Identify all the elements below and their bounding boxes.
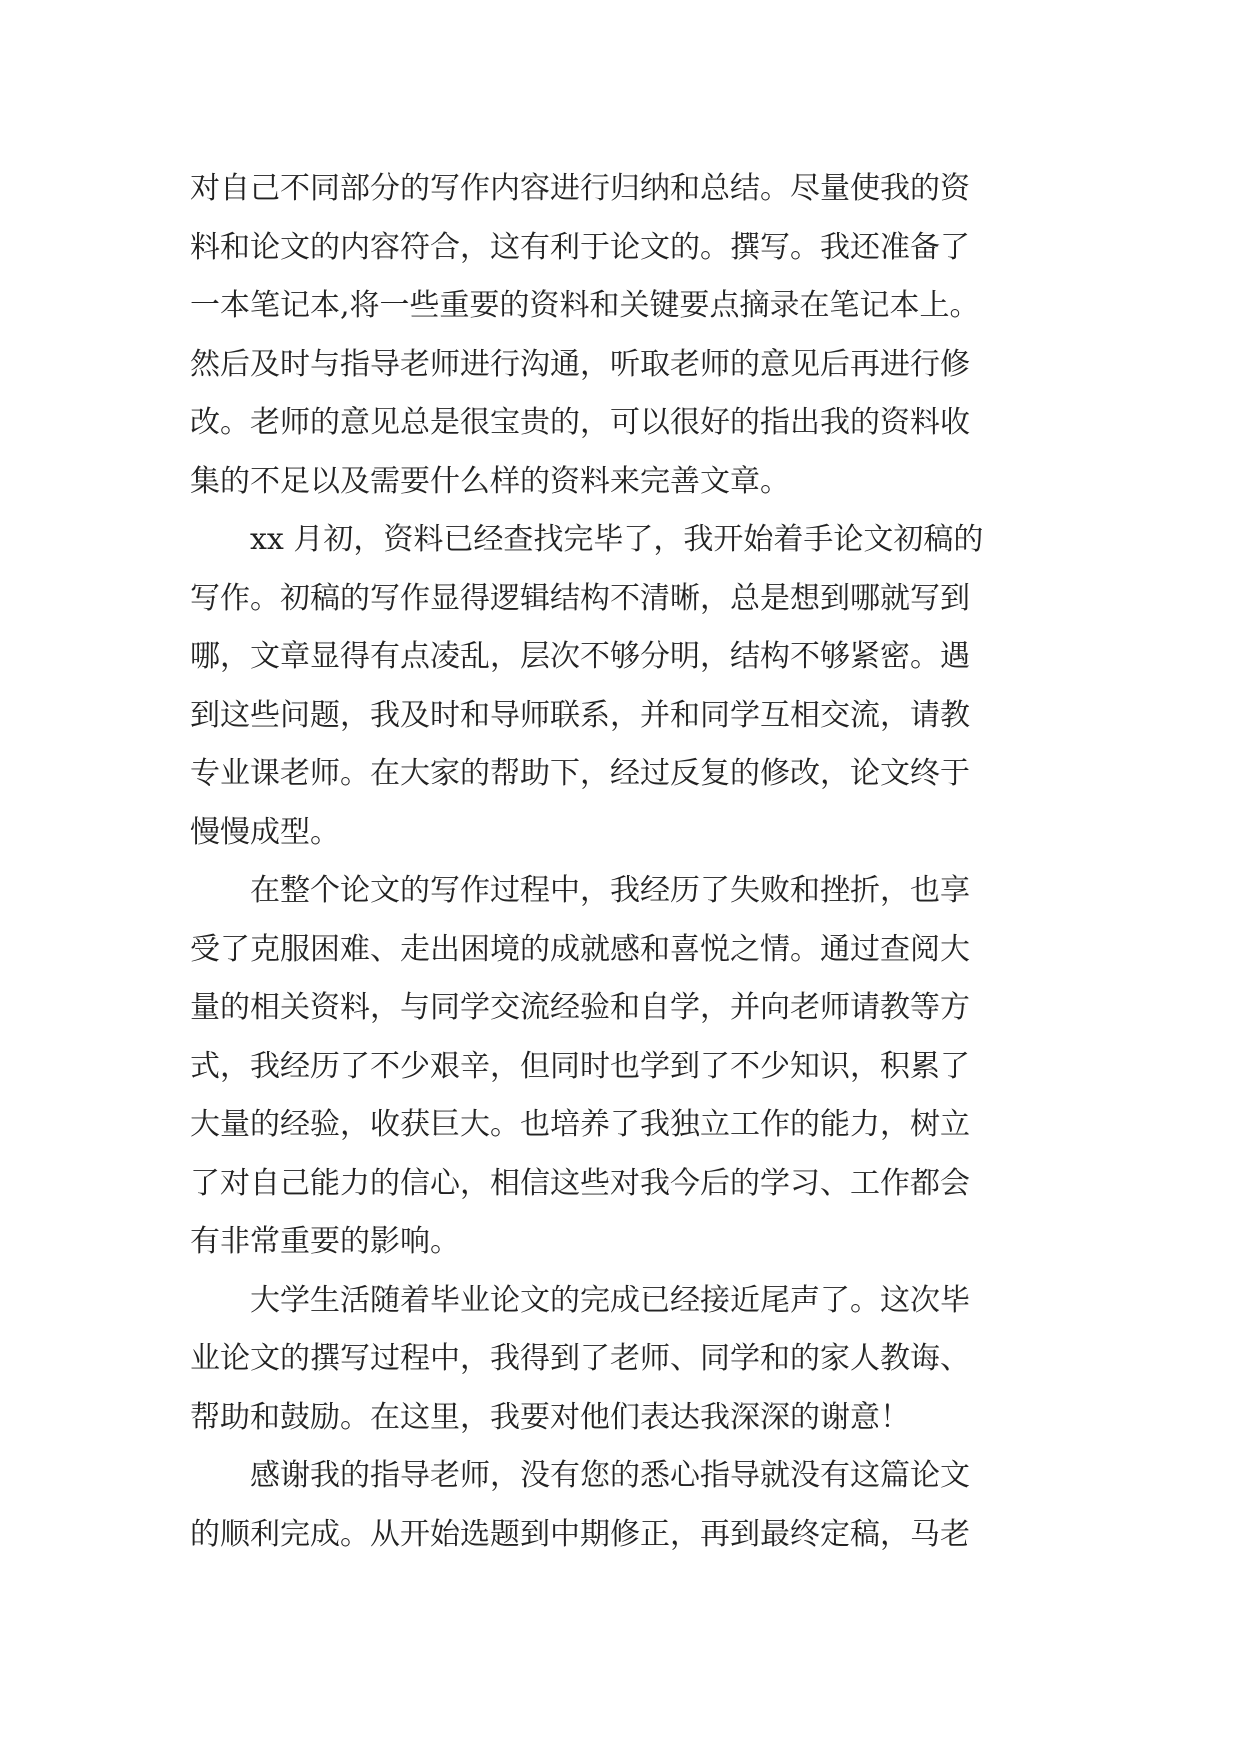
text-line: 集的不足以及需要什么样的资料来完善文章。: [190, 463, 790, 499]
text-line: 料和论文的内容符合，这有利于论文的。撰写。我还准备了: [190, 229, 970, 265]
text-line: 对自己不同部分的写作内容进行归纳和总结。尽量使我的资: [190, 171, 970, 206]
text-line: 量的相关资料，与同学交流经验和自学，并向老师请教等方: [190, 990, 970, 1025]
text-line: 到这些问题，我及时和导师联系，并和同学互相交流，请教: [190, 697, 970, 733]
text-line: 专业课老师。在大家的帮助下，经过反复的修改，论文终于: [190, 756, 970, 791]
paragraph-first-line: 大学生活随着毕业论文的完成已经接近尾声了。这次毕: [250, 1282, 970, 1318]
document-body: [190, 160, 1050, 1564]
text-line: 式，我经历了不少艰辛，但同时也学到了不少知识，积累了: [190, 1048, 970, 1084]
text-line: 改。老师的意见总是很宝贵的，可以很好的指出我的资料收: [190, 405, 970, 440]
text-line: 受了克服困难、走出困境的成就感和喜悦之情。通过查阅大: [190, 931, 970, 967]
paragraph-first-line: xx 月初，资料已经查找完毕了，我开始着手论文初稿的: [250, 522, 984, 557]
paragraph-first-line: 感谢我的指导老师，没有您的悉心指导就没有这篇论文: [250, 1458, 970, 1493]
text-line: 业论文的撰写过程中，我得到了老师、同学和的家人教诲、: [190, 1341, 970, 1376]
text-line: 了对自己能力的信心，相信这些对我今后的学习、工作都会: [190, 1165, 970, 1201]
paragraph-first-line: 在整个论文的写作过程中，我经历了失败和挫折，也享: [250, 873, 970, 908]
text-line: 哪，文章显得有点凌乱，层次不够分明，结构不够紧密。遇: [190, 639, 970, 674]
text-line: 大量的经验，收获巨大。也培养了我独立工作的能力，树立: [190, 1107, 970, 1142]
text-line: 然后及时与指导老师进行沟通，听取老师的意见后再进行修: [190, 346, 970, 382]
text-line: 的顺利完成。从开始选题到中期修正，再到最终定稿，马老: [190, 1516, 970, 1552]
text-line: 有非常重要的影响。: [190, 1224, 460, 1259]
text-line: 写作。初稿的写作显得逻辑结构不清晰，总是想到哪就写到: [190, 580, 970, 616]
text-line: 慢慢成型。: [190, 814, 340, 850]
text-line: 一本笔记本,将一些重要的资料和关键要点摘录在笔记本上。: [190, 288, 980, 323]
text-line: 帮助和鼓励。在这里，我要对他们表达我深深的谢意！: [190, 1399, 910, 1435]
